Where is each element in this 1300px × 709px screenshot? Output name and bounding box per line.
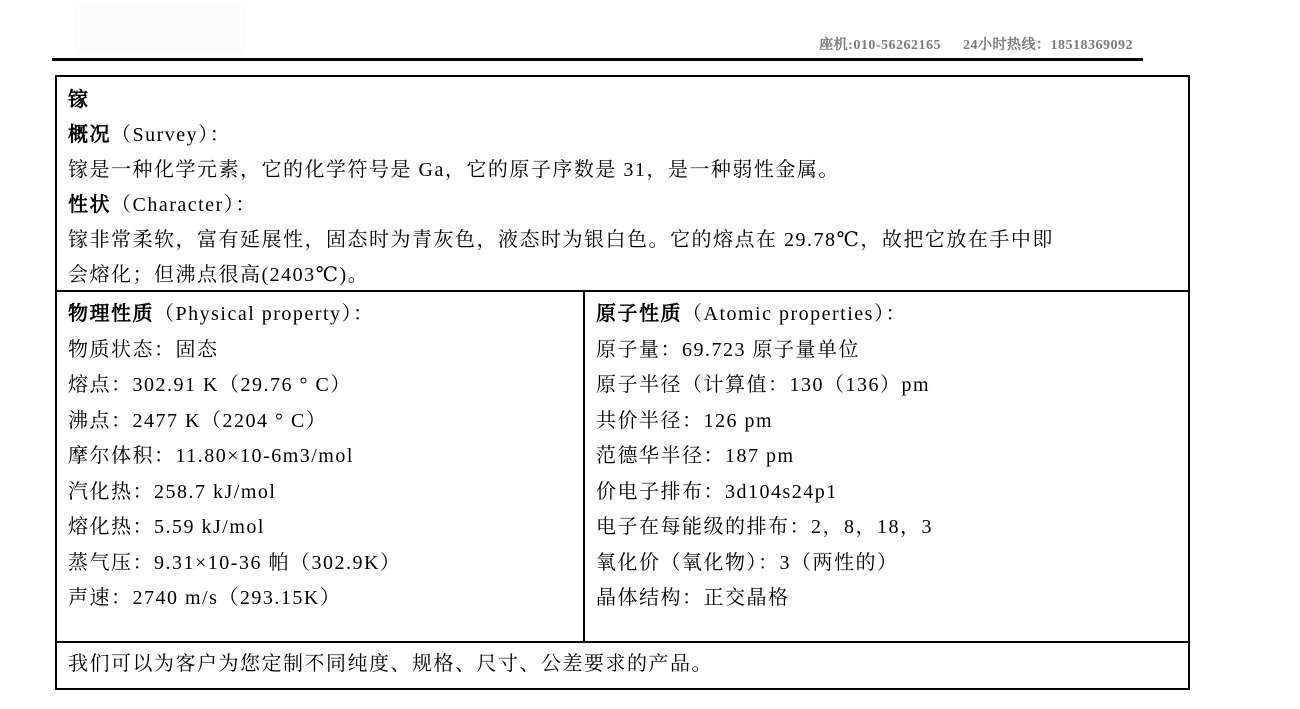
atomic-property-row: 原子半径（计算值：130（136）pm	[596, 374, 931, 396]
physical-property-row: 蒸气压：9.31×10-36 帕（302.9K）	[68, 551, 402, 574]
atomic-property-row: 范德华半径：187 pm	[596, 445, 795, 467]
atomic-property-row: 晶体结构：正交晶格	[596, 587, 790, 609]
header-contact	[819, 34, 1133, 54]
hotline-number: 24小时热线：18518369092	[963, 38, 1133, 53]
properties-section	[57, 290, 1188, 643]
character-text-line1: 镓非常柔软，富有延展性，固态时为青灰色，液态时为银白色。它的熔点在 29.78℃，故把它放在手中即	[68, 229, 1054, 251]
survey-heading	[68, 118, 1176, 153]
character-heading-cn: 性状	[68, 194, 111, 216]
atomic-property-row: 电子在每能级的排布：2，8，18，3	[596, 516, 933, 538]
survey-heading-en: （Survey）：	[111, 124, 232, 146]
survey-text: 镓是一种化学元素，它的化学符号是 Ga，它的原子序数是 31，是一种弱性金属。	[68, 159, 840, 181]
atomic-property-row: 原子量：69.723 原子量单位	[596, 338, 860, 361]
physical-property-row: 熔化热：5.59 kJ/mol	[68, 516, 265, 538]
atomic-heading-cn: 原子性质	[596, 303, 682, 325]
header-divider	[52, 58, 1143, 61]
character-text-line2: 会熔化；但沸点很高(2403℃)。	[68, 264, 370, 286]
physical-properties-column	[57, 292, 585, 641]
element-title: 镓	[68, 89, 90, 111]
atomic-heading	[596, 297, 1180, 333]
character-heading	[68, 188, 1176, 223]
element-info-table	[55, 75, 1190, 690]
physical-heading	[68, 297, 575, 333]
physical-heading-cn: 物理性质	[68, 303, 154, 325]
physical-property-row: 沸点：2477 K（2204 ° C）	[68, 409, 328, 432]
logo-placeholder	[75, 5, 245, 53]
survey-heading-cn: 概况	[68, 124, 111, 146]
custom-order-note: 我们可以为客户为您定制不同纯度、规格、尺寸、公差要求的产品。	[68, 653, 713, 675]
custom-order-note-row	[57, 643, 1188, 686]
physical-property-row: 物质状态：固态	[68, 338, 219, 361]
physical-property-row: 熔点：302.91 K（29.76 ° C）	[68, 374, 352, 396]
atomic-property-row: 共价半径：126 pm	[596, 409, 774, 432]
physical-property-row: 声速：2740 m/s（293.15K）	[68, 587, 342, 609]
physical-property-row: 汽化热：258.7 kJ/mol	[68, 480, 277, 503]
atomic-property-row: 价电子排布：3d104s24p1	[596, 480, 838, 503]
phone-number: 座机:010-56262165	[819, 38, 941, 53]
atomic-heading-en: （Atomic properties）：	[682, 303, 907, 325]
physical-property-row: 摩尔体积：11.80×10-6m3/mol	[68, 445, 354, 467]
intro-section	[57, 77, 1188, 290]
physical-heading-en: （Physical property）：	[154, 303, 375, 325]
atomic-properties-column	[585, 292, 1188, 641]
atomic-property-row: 氧化价（氧化物）：3（两性的）	[596, 551, 899, 574]
character-heading-en: （Character）：	[111, 194, 257, 216]
